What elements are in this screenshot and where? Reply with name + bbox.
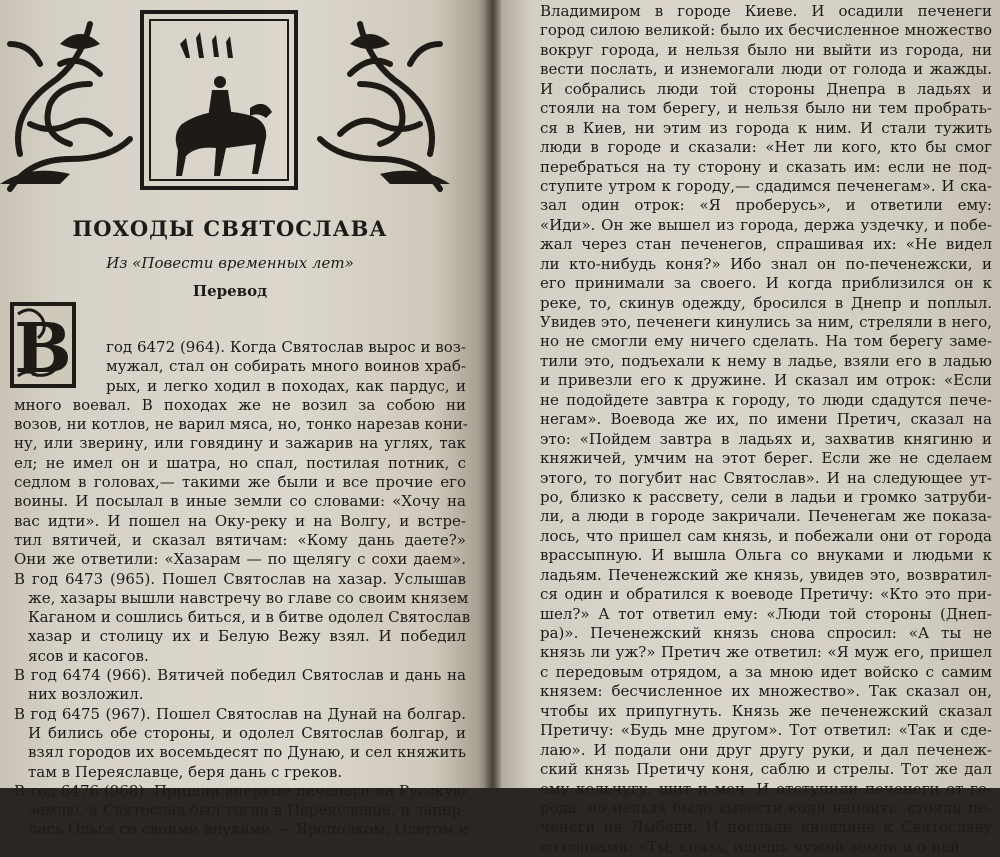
text-line: ладьям. Печенежский же князь, увидев это, возвратил- <box>540 565 992 584</box>
text-line: тил вятичей, и сказал вятичам: «Кому дань даете?» <box>14 530 466 549</box>
text-line: ли кто-нибудь коня?» Ибо знал он по-печенежски, и <box>540 254 992 273</box>
text-line: рода, но нельзя было вывести коня напоить: стояли пе- <box>540 798 992 817</box>
text-line: И собрались люди той стороны Днепра в ладьях и <box>540 79 992 98</box>
text-line: князь ли уж?» Претич же ответил: «Я муж его, пришел <box>540 643 992 662</box>
text-line: Владимиром в городе Киеве. И осадили печенеги <box>540 2 992 20</box>
book-gutter <box>484 0 502 788</box>
text-line: же, хазары вышли навстречу во главе со своим князем <box>28 588 469 607</box>
text-line: ся в Киев, ни этим из города к ним. И стали тужить <box>540 118 992 137</box>
text-line: лось, что пришел сам князь, и побежали они от города <box>540 526 992 545</box>
text-line: но не смогли ему ничего сделать. На том берегу заме- <box>540 332 992 351</box>
text-line: них возложил. <box>28 685 144 704</box>
text-line: седлом в головах,— такими же были и все прочие его <box>14 473 466 492</box>
text-line: там в Переяславце, беря дань с греков. <box>28 762 343 781</box>
text-line: негам». Воевода же их, по имени Претич, сказал на <box>540 410 992 429</box>
text-line: В год 6476 (968). Пришли впервые печенеги на Русскую <box>14 781 466 800</box>
text-line: год 6472 (964). Когда Святослав вырос и воз- <box>106 338 466 356</box>
left-page <box>0 0 492 839</box>
text-line: воины. И посылал в иные земли со словами: «Хочу на <box>14 492 466 511</box>
text-line: ступите утром к городу,— сдадимся печенегам». И ска- <box>540 176 992 195</box>
text-line: «Иди». Он же вышел из города, держа уздечку, и побе- <box>540 215 992 234</box>
text-line: В год 6473 (965). Пошел Святослав на хазар. Услышав <box>14 569 466 588</box>
text-line: люди в городе и сказали: «Нет ли кого, кто бы смог <box>540 138 992 157</box>
text-line: зал один отрок: «Я проберусь», и ответили ему: <box>540 196 992 215</box>
text-line: вести послать, и изнемогали люди от голода и жажды. <box>540 60 992 79</box>
text-line: его принимали за своего. И когда приблизился он к <box>540 274 992 293</box>
text-line: землю, а Святослав был тогда в Переяславце, и запер- <box>28 801 466 820</box>
text-line: город силою великой: было их бесчисленное множество <box>540 21 992 40</box>
chapter-title: ПОХОДЫ СВЯТОСЛАВА <box>72 216 388 241</box>
text-line: ясов и касогов. <box>28 646 149 665</box>
chapter-label: Перевод <box>192 282 268 300</box>
text-line: ли, а люди в городе закричали. Печенегам же показа- <box>540 507 992 526</box>
text-line: лаю». И подали они друг другу руки, и дал печенеж- <box>540 740 992 759</box>
text-line: мужал, стал он собирать много воинов храб- <box>106 357 466 376</box>
text-line: Претичу: «Будь мне другом». Тот ответил: «Так и сде- <box>540 721 992 740</box>
text-line: ра)». Печенежский князь снова спросил: «А ты не <box>540 624 992 642</box>
text-line: ему кольчугу, щит и меч. И отступили печенеги от го- <box>540 779 992 798</box>
text-line: ро, близко к рассвету, сели в ладьи и громко затруби- <box>540 487 992 506</box>
text-line: ский князь Претичу коня, саблю и стрелы. Тот же дал <box>540 760 992 779</box>
text-line: чтобы их припугнуть. Князь же печенежский сказал <box>540 701 992 720</box>
text-line: ну, или зверину, или говядину и зажарив на углях, так <box>14 434 466 453</box>
text-line: ел; не имел он и шатра, но спал, постилая потник, с <box>14 453 466 472</box>
text-line: хазар и столицу их и Белую Вежу взял. И победил <box>28 627 466 646</box>
text-line: Они же ответили: «Хазарам — по щелягу с сохи даем». <box>14 550 466 569</box>
text-line: возов, ни котлов, не варил мяса, но, тонко нарезав кони- <box>14 415 468 434</box>
text-line: взял городов их восемьдесят по Дунаю, и сел княжить <box>28 743 466 762</box>
text-line: много воевал. В походах же не возил за собою ни <box>14 395 466 414</box>
text-line: Каганом и сошлись биться, и в битве одолел Святослав <box>28 608 471 627</box>
chapter-source: Из «Повести временных лет» <box>106 254 354 272</box>
text-line: В год 6474 (966). Вятичей победил Святослав и дань на <box>14 666 466 685</box>
text-line: лась Ольга со своими внуками — Ярополком, Олегом и <box>28 820 469 839</box>
text-line: Увидев это, печенеги кинулись за ним, стреляли в него, <box>540 313 992 331</box>
text-line: с передовым отрядом, а за мною идет войско с самим <box>540 662 992 681</box>
text-line: перебраться на ту сторону и сказать им: если не под- <box>540 157 992 176</box>
text-line: тили это, подъехали к нему в ладье, взяли его в ладью <box>540 351 992 370</box>
text-line: и привезли его к дружине. И сказал им отрок: «Если <box>540 371 992 390</box>
text-line: жал через стан печенегов, спрашивая их: «Не видел <box>540 235 992 254</box>
text-line: врассыпную. И вышла Ольга со внуками и людьми к <box>540 546 992 565</box>
text-line: это: «Пойдем завтра в ладьях и, захватив княгиню и <box>540 429 992 448</box>
text-line: В год 6475 (967). Пошел Святослав на Дунай на болгар. <box>14 704 466 723</box>
text-line: со словами: «Ты, князь, ищешь чужой земли и о ней <box>540 837 960 856</box>
text-line: И бились обе стороны, и одолел Святослав болгар, и <box>28 723 466 742</box>
text-line: ся один и обратился к воеводе Претичу: «Кто это при- <box>540 585 992 604</box>
text-line: не подойдете завтра к городу, то люди сдадутся пече- <box>540 390 992 409</box>
text-line: вокруг города, и нельзя было ни выйти из города, ни <box>540 40 992 59</box>
text-line: реке, то, скинув одежду, бросился в Днепр и поплыл. <box>540 293 992 312</box>
text-line: князем: бесчисленное их множество». Так сказал он, <box>540 682 992 701</box>
text-line: княжичей, умчим на этот берег. Если же не сделаем <box>540 449 992 468</box>
text-line: вас идти». И пошел на Оку-реку и на Волгу, и встре- <box>14 511 466 530</box>
dropcap-letter: В <box>14 309 72 389</box>
text-line: этого, то погубит нас Святослав». И на следующее ут- <box>540 468 992 487</box>
ornamental-headpiece <box>0 4 450 194</box>
text-line: ченеги на Лыбеди. И послали киевляне к Святославу <box>540 818 992 837</box>
right-page-text <box>540 2 992 857</box>
text-line: стояли на том берегу, и нельзя было ни тем пробрать- <box>540 99 992 118</box>
text-line: рых, и легко ходил в походах, как пардус, и <box>106 376 466 395</box>
left-page-text <box>14 338 471 840</box>
text-line: шел?» А тот ответил ему: «Люди той стороны (Днеп- <box>540 604 992 623</box>
